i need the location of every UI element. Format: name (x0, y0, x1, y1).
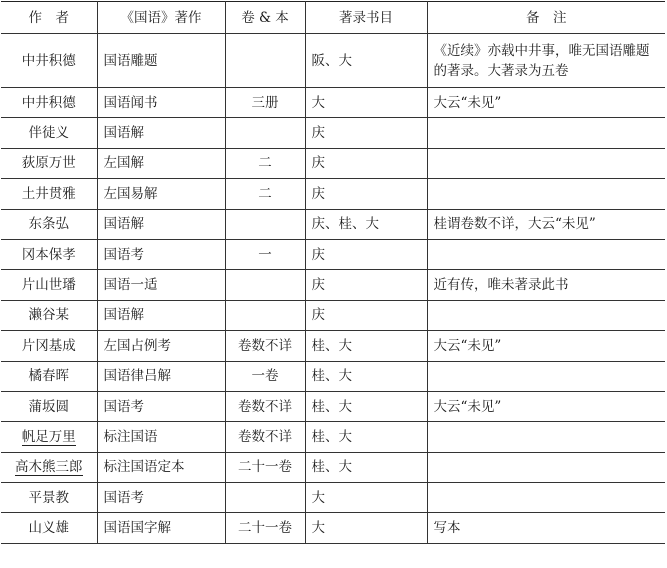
table-row (1, 391, 665, 421)
work-cell: 国语考 (97, 239, 225, 269)
recorded-in-cell: 阪、大 (305, 34, 427, 88)
work-cell: 标注国语 (97, 422, 225, 452)
recorded-in-cell: 庆 (305, 179, 427, 209)
work-cell: 左国占例考 (97, 331, 225, 361)
volume-cell: 三册 (225, 88, 305, 118)
table-row (1, 300, 665, 330)
note-cell: 写本 (427, 513, 665, 543)
recorded-in-cell: 庆 (305, 300, 427, 330)
table-row (1, 452, 665, 482)
author-name: 濑谷某 (28, 307, 69, 324)
author-name: 冈本保孝 (21, 246, 76, 263)
volume-cell (225, 270, 305, 300)
table-row (1, 483, 665, 513)
recorded-in-cell: 桂、大 (305, 452, 427, 482)
work-cell: 国语雕题 (97, 34, 225, 88)
author-name-underlined: 高木熊三郎 (15, 459, 83, 476)
recorded-in-cell: 庆 (305, 239, 427, 269)
author-cell (1, 148, 97, 178)
recorded-in-cell: 庆、桂、大 (305, 209, 427, 239)
author-name: 蒲坂圆 (28, 398, 69, 415)
recorded-in-cell: 桂、大 (305, 391, 427, 421)
volume-cell: 卷数不详 (225, 331, 305, 361)
note-cell (427, 239, 665, 269)
work-cell: 国语考 (97, 391, 225, 421)
table-row (1, 118, 665, 148)
author-cell (1, 513, 97, 543)
author-cell (1, 34, 97, 88)
table-row (1, 34, 665, 88)
author-name: 中井积德 (21, 94, 76, 111)
header-volume: 卷 & 本 (225, 2, 305, 34)
work-cell: 国语国字解 (97, 513, 225, 543)
volume-cell (225, 34, 305, 88)
author-cell (1, 331, 97, 361)
header-notes: 备 注 (427, 2, 665, 34)
author-name: 伴徒义 (28, 125, 69, 142)
work-cell: 左国易解 (97, 179, 225, 209)
author-cell (1, 361, 97, 391)
work-cell: 国语一适 (97, 270, 225, 300)
volume-cell (225, 483, 305, 513)
author-cell (1, 300, 97, 330)
author-name: 片山世璠 (21, 277, 76, 294)
work-cell: 标注国语定本 (97, 452, 225, 482)
note-cell (427, 483, 665, 513)
note-cell: 大云“未见” (427, 391, 665, 421)
author-name: 平景教 (28, 489, 69, 506)
note-cell (427, 179, 665, 209)
author-cell (1, 209, 97, 239)
note-cell: 桂谓卷数不详，大云“未见” (427, 209, 665, 239)
author-name: 东条弘 (28, 216, 69, 233)
author-cell (1, 270, 97, 300)
recorded-in-cell: 桂、大 (305, 361, 427, 391)
note-cell: 《近续》亦载中井事，唯无国语雕题的著录。大著录为五卷 (427, 34, 665, 88)
note-cell (427, 148, 665, 178)
note-cell (427, 361, 665, 391)
recorded-in-cell: 桂、大 (305, 331, 427, 361)
author-cell (1, 239, 97, 269)
author-name: 土井贯雅 (21, 185, 76, 202)
work-cell: 国语考 (97, 483, 225, 513)
table-row (1, 239, 665, 269)
work-cell: 国语解 (97, 209, 225, 239)
author-name: 荻原万世 (21, 155, 76, 172)
table-row (1, 88, 665, 118)
work-cell: 国语解 (97, 118, 225, 148)
volume-cell (225, 118, 305, 148)
work-cell: 国语解 (97, 300, 225, 330)
header-recorded-in: 著录书目 (305, 2, 427, 34)
volume-cell (225, 300, 305, 330)
author-cell (1, 452, 97, 482)
volume-cell: 二十一卷 (225, 513, 305, 543)
recorded-in-cell: 大 (305, 88, 427, 118)
author-name: 中井积德 (21, 52, 76, 69)
table-row (1, 179, 665, 209)
table-row (1, 422, 665, 452)
work-cell: 国语律吕解 (97, 361, 225, 391)
header-row (1, 2, 665, 34)
volume-cell: 二 (225, 179, 305, 209)
volume-cell: 二十一卷 (225, 452, 305, 482)
header-work: 《国语》著作 (97, 2, 225, 34)
book-records-table (1, 1, 665, 544)
table-row (1, 270, 665, 300)
table-row (1, 148, 665, 178)
recorded-in-cell: 庆 (305, 148, 427, 178)
note-cell: 近有传，唯未著录此书 (427, 270, 665, 300)
note-cell: 大云“未见” (427, 331, 665, 361)
note-cell (427, 452, 665, 482)
table-row (1, 513, 665, 543)
volume-cell (225, 209, 305, 239)
author-name: 橘春晖 (28, 368, 69, 385)
volume-cell: 卷数不详 (225, 422, 305, 452)
volume-cell: 二 (225, 148, 305, 178)
recorded-in-cell: 桂、大 (305, 422, 427, 452)
recorded-in-cell: 大 (305, 483, 427, 513)
work-cell: 左国解 (97, 148, 225, 178)
recorded-in-cell: 大 (305, 513, 427, 543)
author-name: 片冈基成 (21, 337, 76, 354)
author-cell (1, 179, 97, 209)
author-cell (1, 422, 97, 452)
author-name: 山义雄 (28, 520, 69, 537)
recorded-in-cell: 庆 (305, 270, 427, 300)
table-row (1, 331, 665, 361)
note-cell (427, 118, 665, 148)
author-name-underlined: 帆足万里 (21, 428, 76, 445)
volume-cell: 一 (225, 239, 305, 269)
author-cell (1, 483, 97, 513)
volume-cell: 一卷 (225, 361, 305, 391)
note-cell (427, 300, 665, 330)
volume-cell: 卷数不详 (225, 391, 305, 421)
note-cell (427, 422, 665, 452)
work-cell: 国语闻书 (97, 88, 225, 118)
header-author: 作 者 (1, 2, 97, 34)
recorded-in-cell: 庆 (305, 118, 427, 148)
table-row (1, 209, 665, 239)
author-cell (1, 391, 97, 421)
note-cell: 大云“未见” (427, 88, 665, 118)
author-cell (1, 88, 97, 118)
author-cell (1, 118, 97, 148)
table-row (1, 361, 665, 391)
